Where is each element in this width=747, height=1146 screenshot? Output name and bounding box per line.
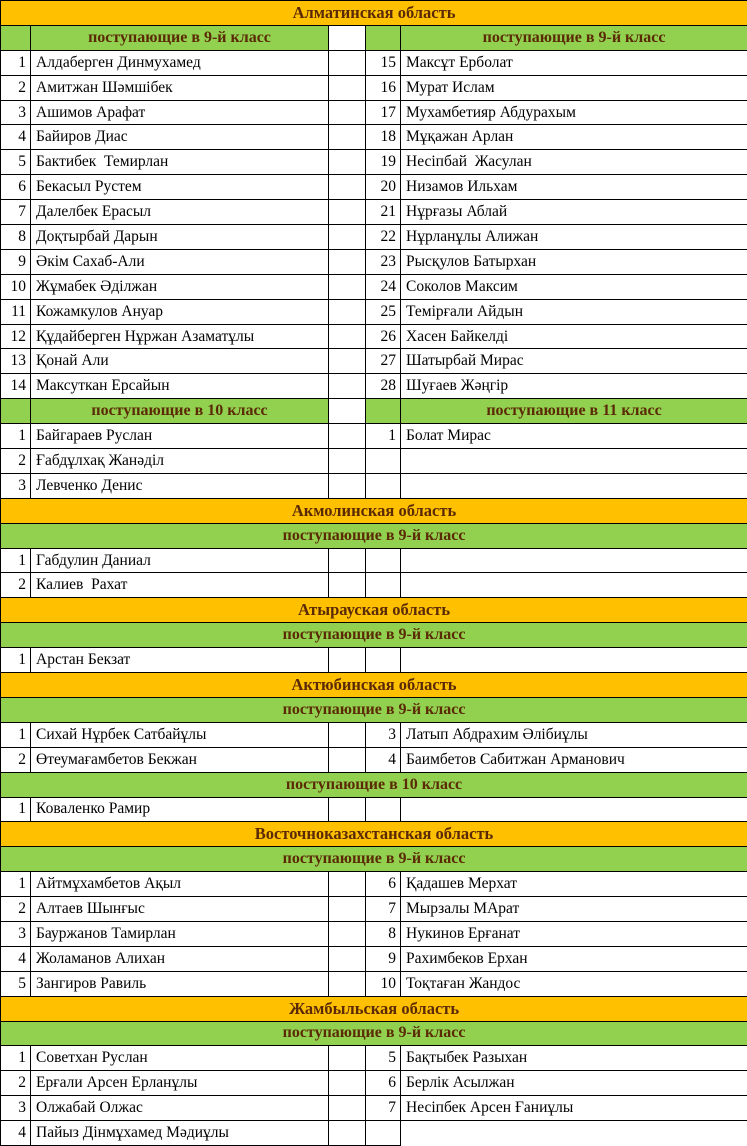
gap-cell[interactable] — [329, 374, 366, 399]
row-number-cell[interactable]: 9 — [366, 946, 401, 971]
grade-header-row — [1, 1021, 747, 1046]
student-name-cell[interactable]: Пайыз Дінмұхамед Мәдиұлы — [31, 1121, 329, 1146]
gap-cell[interactable] — [329, 324, 366, 349]
row-number-cell[interactable]: 1 — [1, 50, 31, 75]
student-name-cell[interactable]: Жұмабек Әділжан — [31, 274, 329, 299]
student-name-cell[interactable]: Бактибек Темирлан — [31, 150, 329, 175]
row-number-cell[interactable]: 7 — [366, 897, 401, 922]
student-name-cell[interactable] — [401, 1121, 747, 1146]
gap-cell[interactable] — [329, 573, 366, 598]
student-name-cell[interactable]: Несіпбек Арсен Ғаниұлы — [401, 1096, 747, 1121]
gap-cell[interactable] — [329, 100, 366, 125]
student-name-cell[interactable] — [401, 473, 747, 498]
student-name-cell[interactable]: Қадашев Мерхат — [401, 872, 747, 897]
table-row — [1, 274, 747, 299]
row-number-cell[interactable]: 24 — [366, 274, 401, 299]
gap-cell[interactable] — [329, 1071, 366, 1096]
student-name-cell[interactable]: Темірғали Айдын — [401, 299, 747, 324]
student-name-cell[interactable]: Алтаев Шынғыс — [31, 897, 329, 922]
region-title-row — [1, 1, 747, 26]
table-row — [1, 797, 747, 822]
row-number-cell[interactable]: 2 — [1, 573, 31, 598]
region-title-row — [1, 822, 747, 847]
student-name-cell[interactable]: Жоламанов Алихан — [31, 946, 329, 971]
student-name-cell[interactable]: Берлік Асылжан — [401, 1071, 747, 1096]
student-name-cell[interactable]: Шуғаев Жәңгір — [401, 374, 747, 399]
gap-cell[interactable] — [329, 200, 366, 225]
row-number-cell[interactable]: 3 — [366, 722, 401, 747]
student-name-cell[interactable]: Ғабдұлхақ Жанәділ — [31, 449, 329, 474]
student-name-cell[interactable]: Бауржанов Тамирлан — [31, 921, 329, 946]
gap-cell[interactable] — [329, 946, 366, 971]
student-name-cell[interactable]: Максұт Ерболат — [401, 50, 747, 75]
table-row — [1, 449, 747, 474]
row-number-cell[interactable]: 20 — [366, 175, 401, 200]
row-number-cell[interactable] — [366, 797, 401, 822]
row-number-cell[interactable]: 11 — [1, 299, 31, 324]
row-number-cell[interactable]: 15 — [366, 50, 401, 75]
table-row — [1, 921, 747, 946]
grade-header-cell[interactable]: поступающие в 9-й класс — [401, 25, 747, 50]
gap-cell[interactable] — [329, 125, 366, 150]
row-number-cell[interactable]: 14 — [1, 374, 31, 399]
gap-cell[interactable] — [329, 897, 366, 922]
table-row — [1, 200, 747, 225]
gap-cell[interactable] — [329, 473, 366, 498]
student-name-cell[interactable]: Байгараев Руслан — [31, 424, 329, 449]
student-name-cell[interactable]: Ашимов Арафат — [31, 100, 329, 125]
row-number-cell[interactable]: 5 — [366, 1046, 401, 1071]
student-name-cell[interactable]: Ерғали Арсен Ерланұлы — [31, 1071, 329, 1096]
table-row — [1, 1071, 747, 1096]
row-number-cell[interactable]: 4 — [366, 747, 401, 772]
row-number-cell[interactable]: 2 — [1, 747, 31, 772]
gap-cell[interactable] — [329, 50, 366, 75]
student-name-cell[interactable]: Бекасыл Рустем — [31, 175, 329, 200]
grade-header-row — [1, 697, 747, 722]
header-gap-cell[interactable] — [329, 25, 366, 50]
table-row — [1, 175, 747, 200]
row-number-cell[interactable]: 4 — [1, 946, 31, 971]
row-number-cell[interactable]: 23 — [366, 249, 401, 274]
student-name-cell[interactable]: Байиров Диас — [31, 125, 329, 150]
table-row — [1, 897, 747, 922]
student-name-cell[interactable]: Әкім Сахаб-Али — [31, 249, 329, 274]
student-name-cell[interactable]: Болат Мирас — [401, 424, 747, 449]
grade-header-cell[interactable]: поступающие в 9-й класс — [1, 697, 747, 722]
region-title-cell[interactable]: Атырауская область — [1, 598, 747, 623]
table-row — [1, 424, 747, 449]
student-name-cell[interactable]: Зангиров Равиль — [31, 971, 329, 996]
row-number-cell[interactable]: 1 — [1, 1046, 31, 1071]
table-row — [1, 349, 747, 374]
header-number-cell[interactable] — [366, 399, 401, 424]
student-name-cell[interactable]: Рысқулов Батырхан — [401, 249, 747, 274]
grade-header-cell[interactable]: поступающие в 10 класс — [1, 772, 747, 797]
student-name-cell[interactable] — [401, 648, 747, 673]
region-title-cell[interactable]: Акмолинская область — [1, 498, 747, 523]
grade-header-cell[interactable]: поступающие в 11 класс — [401, 399, 747, 424]
student-name-cell[interactable]: Өтеумағамбетов Бекжан — [31, 747, 329, 772]
student-name-cell[interactable] — [401, 573, 747, 598]
row-number-cell[interactable]: 5 — [1, 971, 31, 996]
table-row — [1, 75, 747, 100]
student-name-cell[interactable]: Рахимбеков Ерхан — [401, 946, 747, 971]
row-number-cell[interactable]: 1 — [1, 797, 31, 822]
gap-cell[interactable] — [329, 225, 366, 250]
gap-cell[interactable] — [329, 150, 366, 175]
gap-cell[interactable] — [329, 175, 366, 200]
student-name-cell[interactable] — [401, 548, 747, 573]
gap-cell[interactable] — [329, 797, 366, 822]
grade-header-row — [1, 772, 747, 797]
row-number-cell[interactable]: 8 — [1, 225, 31, 250]
table-row — [1, 324, 747, 349]
student-name-cell[interactable]: Нұрланұлы Алижан — [401, 225, 747, 250]
row-number-cell[interactable]: 1 — [1, 648, 31, 673]
grade-header-cell[interactable]: поступающие в 9-й класс — [1, 623, 747, 648]
gap-cell[interactable] — [329, 971, 366, 996]
row-number-cell[interactable]: 10 — [1, 274, 31, 299]
table-row — [1, 722, 747, 747]
region-title-row — [1, 996, 747, 1021]
table-row — [1, 299, 747, 324]
region-title-cell[interactable]: Актюбинская область — [1, 673, 747, 698]
row-number-cell[interactable]: 21 — [366, 200, 401, 225]
row-number-cell[interactable]: 10 — [366, 971, 401, 996]
row-number-cell[interactable]: 13 — [1, 349, 31, 374]
grade-header-cell[interactable]: поступающие в 10 класс — [31, 399, 329, 424]
table-row — [1, 1046, 747, 1071]
row-number-cell[interactable]: 26 — [366, 324, 401, 349]
region-title-row — [1, 598, 747, 623]
grade-header-row — [1, 523, 747, 548]
table-row — [1, 100, 747, 125]
student-name-cell[interactable]: Левченко Денис — [31, 473, 329, 498]
student-name-cell[interactable]: Коваленко Рамир — [31, 797, 329, 822]
student-name-cell[interactable] — [401, 449, 747, 474]
region-title-cell[interactable]: Алматинская область — [1, 1, 747, 26]
row-number-cell[interactable] — [366, 573, 401, 598]
student-name-cell[interactable]: Кожамкулов Ануар — [31, 299, 329, 324]
region-title-row — [1, 498, 747, 523]
student-name-cell[interactable]: Нұрғазы Аблай — [401, 200, 747, 225]
row-number-cell[interactable] — [366, 449, 401, 474]
table-row — [1, 473, 747, 498]
table-row — [1, 648, 747, 673]
student-name-cell[interactable]: Амитжан Шәмшібек — [31, 75, 329, 100]
table-row — [1, 1096, 747, 1121]
gap-cell[interactable] — [329, 1046, 366, 1071]
grade-header-cell[interactable]: поступающие в 9-й класс — [1, 523, 747, 548]
table-row — [1, 225, 747, 250]
grade-header-cell[interactable]: поступающие в 9-й класс — [31, 25, 329, 50]
table-row — [1, 249, 747, 274]
student-name-cell[interactable]: Қонай Али — [31, 349, 329, 374]
student-name-cell[interactable]: Мурат Ислам — [401, 75, 747, 100]
student-name-cell[interactable]: Тоқтаған Жандос — [401, 971, 747, 996]
row-number-cell[interactable] — [366, 648, 401, 673]
student-name-cell[interactable]: Арстан Бекзат — [31, 648, 329, 673]
grade-header-row — [1, 399, 747, 424]
student-name-cell[interactable]: Максуткан Ерсайын — [31, 374, 329, 399]
row-number-cell[interactable]: 2 — [1, 1071, 31, 1096]
header-number-cell[interactable] — [1, 399, 31, 424]
row-number-cell[interactable]: 7 — [366, 1096, 401, 1121]
gap-cell[interactable] — [329, 1096, 366, 1121]
gap-cell[interactable] — [329, 274, 366, 299]
gap-cell[interactable] — [329, 75, 366, 100]
row-number-cell[interactable] — [366, 548, 401, 573]
region-title-cell[interactable]: Жамбыльская область — [1, 996, 747, 1021]
table-row — [1, 946, 747, 971]
row-number-cell[interactable]: 2 — [1, 75, 31, 100]
row-number-cell[interactable]: 6 — [366, 872, 401, 897]
row-number-cell[interactable]: 1 — [1, 548, 31, 573]
student-name-cell[interactable]: Құдайберген Нұржан Азаматұлы — [31, 324, 329, 349]
row-number-cell[interactable]: 16 — [366, 75, 401, 100]
grade-header-cell[interactable]: поступающие в 9-й класс — [1, 847, 747, 872]
table-row — [1, 548, 747, 573]
region-title-row — [1, 673, 747, 698]
row-number-cell[interactable]: 3 — [1, 100, 31, 125]
row-number-cell[interactable]: 7 — [1, 200, 31, 225]
gap-cell[interactable] — [329, 921, 366, 946]
table-row — [1, 971, 747, 996]
row-number-cell[interactable]: 6 — [366, 1071, 401, 1096]
gap-cell[interactable] — [329, 747, 366, 772]
student-name-cell[interactable]: Соколов Максим — [401, 274, 747, 299]
table-row — [1, 573, 747, 598]
student-name-cell[interactable]: Калиев Рахат — [31, 573, 329, 598]
row-number-cell[interactable]: 27 — [366, 349, 401, 374]
gap-cell[interactable] — [329, 648, 366, 673]
student-name-cell[interactable]: Несіпбай Жасулан — [401, 150, 747, 175]
gap-cell[interactable] — [329, 424, 366, 449]
row-number-cell[interactable]: 9 — [1, 249, 31, 274]
row-number-cell[interactable]: 1 — [1, 872, 31, 897]
row-number-cell[interactable]: 2 — [1, 897, 31, 922]
row-number-cell[interactable]: 2 — [1, 449, 31, 474]
student-name-cell[interactable]: Шатырбай Мирас — [401, 349, 747, 374]
grade-header-row — [1, 847, 747, 872]
row-number-cell[interactable]: 17 — [366, 100, 401, 125]
student-name-cell[interactable]: Латып Абдрахим Әлібиұлы — [401, 722, 747, 747]
row-number-cell[interactable]: 12 — [1, 324, 31, 349]
grade-header-cell[interactable]: поступающие в 9-й класс — [1, 1021, 747, 1046]
student-name-cell[interactable]: Мұқажан Арлан — [401, 125, 747, 150]
gap-cell[interactable] — [329, 872, 366, 897]
row-number-cell[interactable]: 1 — [366, 424, 401, 449]
gap-cell[interactable] — [329, 548, 366, 573]
gap-cell[interactable] — [329, 249, 366, 274]
student-name-cell[interactable]: Олжабай Олжас — [31, 1096, 329, 1121]
region-title-cell[interactable]: Восточноказахстанская область — [1, 822, 747, 847]
row-number-cell[interactable]: 3 — [1, 921, 31, 946]
header-gap-cell[interactable] — [329, 399, 366, 424]
table-row — [1, 50, 747, 75]
row-number-cell[interactable]: 8 — [366, 921, 401, 946]
row-number-cell[interactable]: 3 — [1, 473, 31, 498]
student-name-cell[interactable]: Советхан Руслан — [31, 1046, 329, 1071]
row-number-cell[interactable]: 28 — [366, 374, 401, 399]
header-number-cell[interactable] — [1, 25, 31, 50]
student-name-cell[interactable]: Алдаберген Динмухамед — [31, 50, 329, 75]
row-number-cell[interactable]: 22 — [366, 225, 401, 250]
table-row — [1, 747, 747, 772]
student-name-cell[interactable]: Низамов Ильхам — [401, 175, 747, 200]
student-name-cell[interactable]: Габдулин Даниал — [31, 548, 329, 573]
table-row — [1, 150, 747, 175]
student-name-cell[interactable]: Нукинов Ерғанат — [401, 921, 747, 946]
student-name-cell[interactable]: Доқтырбай Дарын — [31, 225, 329, 250]
student-name-cell[interactable]: Хасен Байкелді — [401, 324, 747, 349]
student-name-cell[interactable]: Бақтыбек Разыхан — [401, 1046, 747, 1071]
row-number-cell[interactable] — [366, 1121, 401, 1146]
grade-header-row — [1, 25, 747, 50]
table-row — [1, 872, 747, 897]
gap-cell[interactable] — [329, 1121, 366, 1146]
table-row — [1, 1121, 747, 1146]
row-number-cell[interactable]: 1 — [1, 424, 31, 449]
gap-cell[interactable] — [329, 299, 366, 324]
gap-cell[interactable] — [329, 349, 366, 374]
gap-cell[interactable] — [329, 722, 366, 747]
student-name-cell[interactable]: Мырзалы МАрат — [401, 897, 747, 922]
row-number-cell[interactable]: 18 — [366, 125, 401, 150]
student-name-cell[interactable]: Мухамбетияр Абдурахым — [401, 100, 747, 125]
student-name-cell[interactable] — [401, 797, 747, 822]
row-number-cell[interactable]: 19 — [366, 150, 401, 175]
student-name-cell[interactable]: Айтмұхамбетов Ақыл — [31, 872, 329, 897]
row-number-cell[interactable]: 4 — [1, 1121, 31, 1146]
header-number-cell[interactable] — [366, 25, 401, 50]
row-number-cell[interactable]: 4 — [1, 125, 31, 150]
row-number-cell[interactable] — [366, 473, 401, 498]
student-name-cell[interactable]: Баимбетов Сабитжан Арманович — [401, 747, 747, 772]
row-number-cell[interactable]: 1 — [1, 722, 31, 747]
row-number-cell[interactable]: 6 — [1, 175, 31, 200]
student-name-cell[interactable]: Далелбек Ерасыл — [31, 200, 329, 225]
table-row — [1, 125, 747, 150]
gap-cell[interactable] — [329, 449, 366, 474]
table-row — [1, 374, 747, 399]
row-number-cell[interactable]: 5 — [1, 150, 31, 175]
grade-header-row — [1, 623, 747, 648]
row-number-cell[interactable]: 25 — [366, 299, 401, 324]
row-number-cell[interactable]: 3 — [1, 1096, 31, 1121]
student-name-cell[interactable]: Сихай Нұрбек Сатбайұлы — [31, 722, 329, 747]
